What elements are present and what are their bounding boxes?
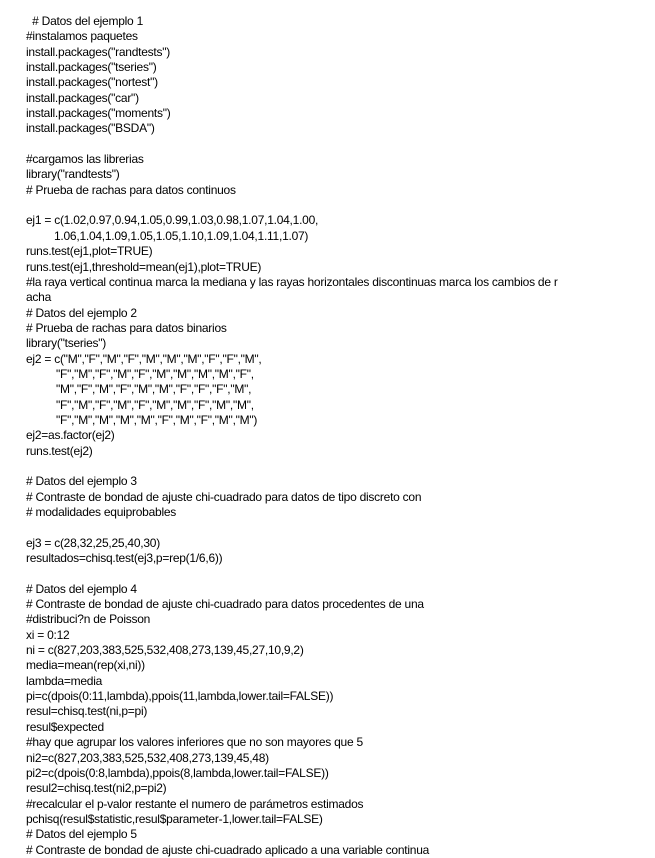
code-line: #la raya vertical continua marca la mediana y las rayas horizontales discontinuas marca los cambios de r xyxy=(26,274,558,289)
code-line: pi2=c(dpois(0:8,lambda),ppois(8,lambda,lower.tail=FALSE)) xyxy=(26,765,329,780)
code-line: # Contraste de bondad de ajuste chi-cuadrado para datos de tipo discreto con xyxy=(26,489,422,504)
code-line: resul2=chisq.test(ni2,p=pi2) xyxy=(26,781,167,796)
blank-line xyxy=(26,198,646,213)
code-line: media=mean(rep(xi,ni)) xyxy=(26,658,145,673)
code-line: runs.test(ej1,threshold=mean(ej1),plot=TRUE) xyxy=(26,259,262,274)
blank-line xyxy=(26,566,646,581)
code-line: # Datos del ejemplo 1 xyxy=(26,14,143,28)
code-line: # Contraste de bondad de ajuste chi-cuadrado aplicado a una variable continua xyxy=(26,842,430,857)
blank-line xyxy=(26,520,646,535)
code-line: library("tseries") xyxy=(26,336,107,351)
code-line: # Datos del ejemplo 4 xyxy=(26,581,137,596)
code-line: resul$expected xyxy=(26,719,104,734)
code-line: "M","F","M","F","M","M","F","F","F","M", xyxy=(56,382,252,397)
code-line: ej3 = c(28,32,25,25,40,30) xyxy=(26,535,160,550)
code-line: resultados=chisq.test(ej3,p=rep(1/6,6)) xyxy=(26,551,223,566)
code-line: acha xyxy=(26,290,52,305)
code-line: # Prueba de rachas para datos continuos xyxy=(26,182,236,197)
code-line: runs.test(ej1,plot=TRUE) xyxy=(26,244,153,259)
code-line: #cargamos las librerias xyxy=(26,152,144,167)
code-line: install.packages("nortest") xyxy=(26,75,158,90)
blank-line xyxy=(26,137,646,152)
code-line: ej2=as.factor(ej2) xyxy=(26,428,115,443)
code-line: pi=c(dpois(0:11,lambda),ppois(11,lambda,lower.tail=FALSE)) xyxy=(26,689,334,704)
code-line: ni = c(827,203,383,525,532,408,273,139,45,27,10,9,2) xyxy=(26,643,304,658)
code-line: # Contraste de bondad de ajuste chi-cuadrado para datos procedentes de una xyxy=(26,597,424,612)
code-line: #recalcular el p-valor restante el numero de parámetros estimados xyxy=(26,796,364,811)
code-line: install.packages("car") xyxy=(26,90,139,105)
code-line: "F","M","F","M","F","M","M","F","M","M", xyxy=(56,397,254,412)
code-line: ni2=c(827,203,383,525,532,408,273,139,45,48) xyxy=(26,750,269,765)
code-line: # Datos del ejemplo 2 xyxy=(26,305,137,320)
code-line: install.packages("BSDA") xyxy=(26,121,155,136)
code-line: "F","M","F","M","F","M","M","M","M","F", xyxy=(56,366,254,381)
code-line: runs.test(ej2) xyxy=(26,443,93,458)
code-line: # Prueba de rachas para datos binarios xyxy=(26,320,227,335)
code-line: library("randtests") xyxy=(26,167,120,182)
code-line: "F","M","M","M","M","F","M","F","M","M") xyxy=(56,412,258,427)
blank-line xyxy=(26,459,646,474)
code-line: pchisq(resul$statistic,resul$parameter-1,lower.tail=FALSE) xyxy=(26,811,323,826)
code-document xyxy=(26,14,646,858)
code-line: install.packages("moments") xyxy=(26,106,171,121)
code-line: #hay que agrupar los valores inferiores que no son mayores que 5 xyxy=(26,735,363,750)
code-line: lambda=media xyxy=(26,673,103,688)
code-line: ej1 = c(1.02,0.97,0.94,1.05,0.99,1.03,0.98,1.07,1.04,1.00, xyxy=(26,213,319,228)
code-line: # Datos del ejemplo 3 xyxy=(26,474,137,489)
code-line: install.packages("tseries") xyxy=(26,60,157,75)
code-line: xi = 0:12 xyxy=(26,627,70,642)
code-line: #instalamos paquetes xyxy=(26,29,138,44)
code-line: #distribuci?n de Poisson xyxy=(26,612,151,627)
code-line: 1.06,1.04,1.09,1.05,1.05,1.10,1.09,1.04,1.11,1.07) xyxy=(54,228,309,243)
code-line: ej2 = c("M","F","M","F","M","M","M","F","F","M", xyxy=(26,351,262,366)
code-line: install.packages("randtests") xyxy=(26,44,171,59)
code-line: # Datos del ejemplo 5 xyxy=(26,827,137,842)
code-line: # modalidades equiprobables xyxy=(26,505,177,519)
code-line: resul=chisq.test(ni,p=pi) xyxy=(26,704,148,719)
